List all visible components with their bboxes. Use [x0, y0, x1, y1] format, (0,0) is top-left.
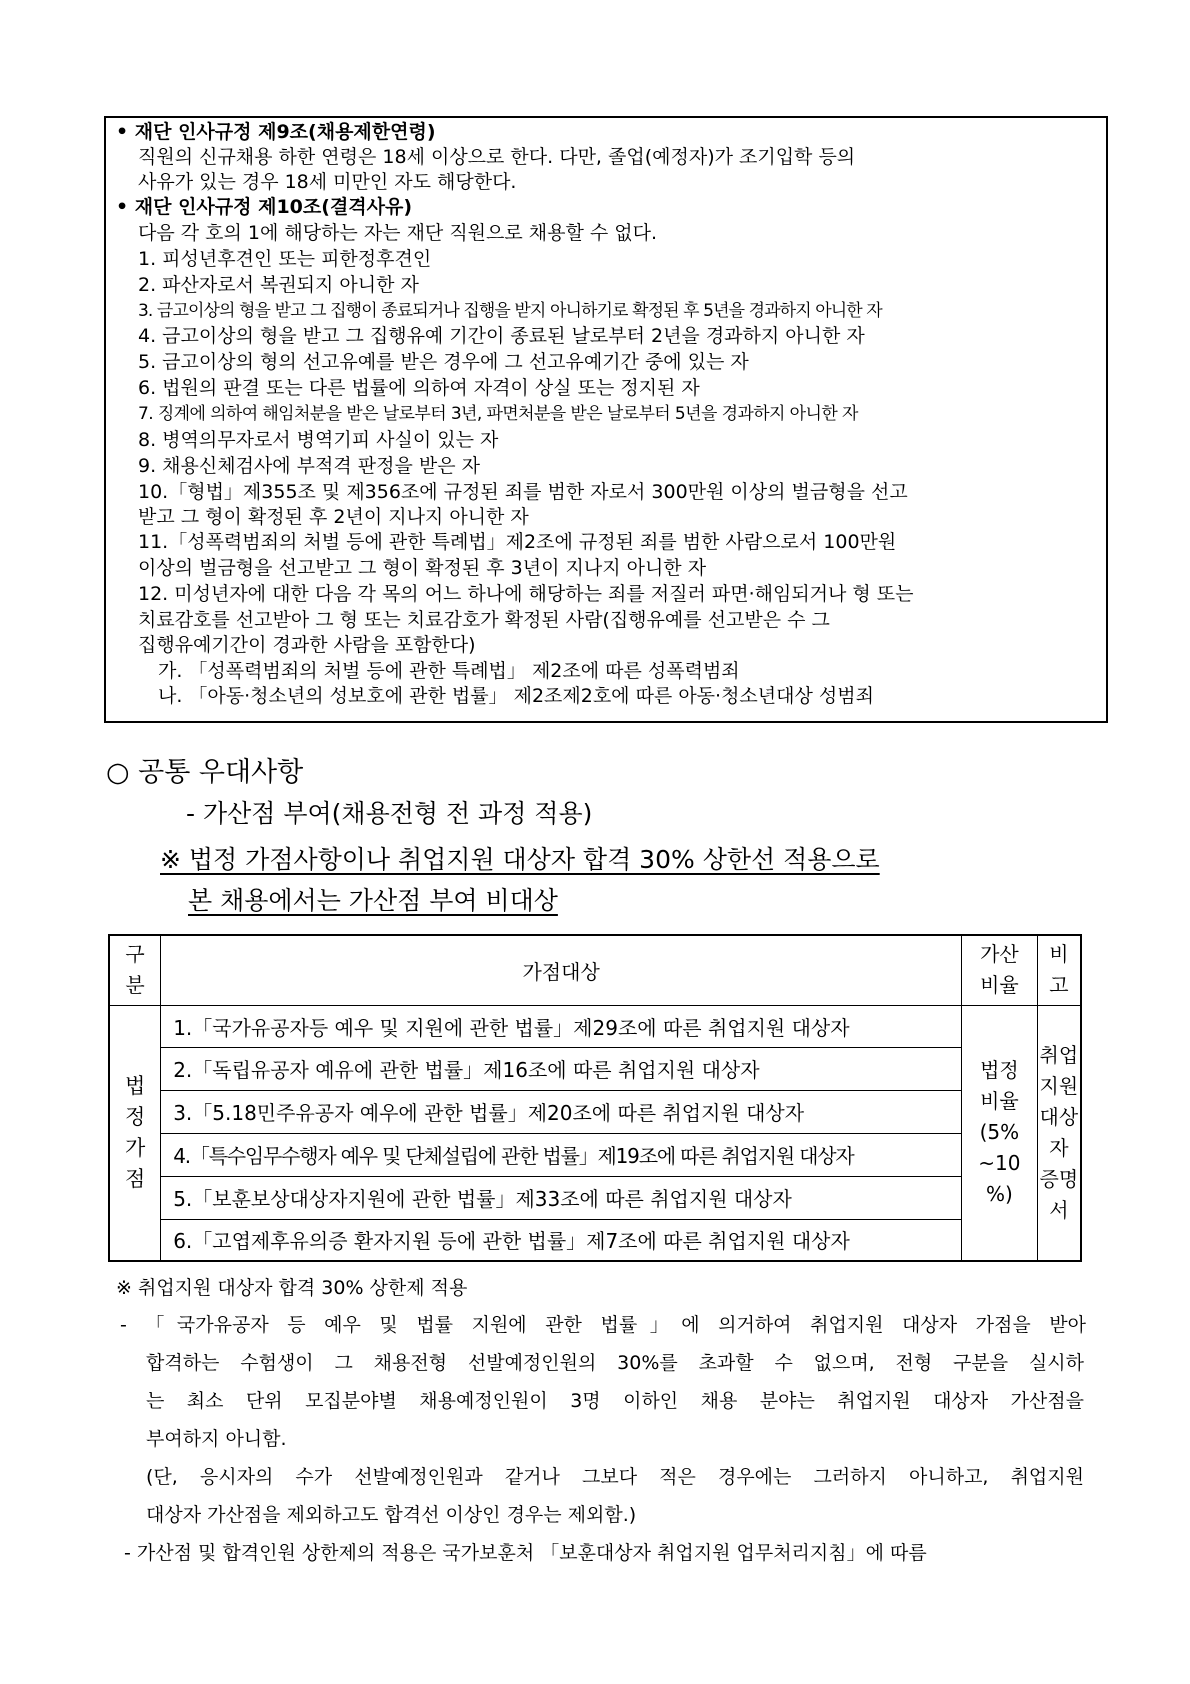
reg-heading-9: • 재단 인사규정 제9조(채용제한연령) [116, 121, 436, 143]
table-row: 4.「특수임무수행자 예우 및 단체설립에 관한 법률」제19조에 따른 취업지원 대상자 [161, 1133, 962, 1176]
header-category: 구 분 [109, 935, 161, 1005]
footer-p1-line: 부여하지 아니함. [146, 1428, 287, 1450]
reg-item: 4. 금고이상의 형을 받고 그 집행유예 기간이 종료된 날로부터 2년을 경과하지 아니한 자 [138, 325, 865, 347]
rate-cell: 법정 비율 (5% ~10 %) [962, 1005, 1038, 1261]
regulation-box [104, 116, 1108, 723]
footer-p2-line: (단, 응시자의 수가 선발예정인원과 같거나 그보다 적은 경우에는 그러하지 아니하고, 취업지원 [146, 1466, 1084, 1488]
table-row: 5.「보훈보상대상자지원에 관한 법률」제33조에 따른 취업지원 대상자 [161, 1176, 962, 1219]
reg-item: 집행유예기간이 경과한 사람을 포함한다) [138, 634, 476, 656]
section-heading: ○ 공통 우대사항 [106, 757, 304, 788]
header-target: 가점대상 [161, 935, 962, 1005]
header-remark: 비 고 [1037, 935, 1081, 1005]
reg-item: 8. 병역의무자로서 병역기피 사실이 있는 자 [138, 429, 499, 451]
group-label: 법 정 가 점 [109, 1005, 161, 1261]
reg-heading-10: • 재단 인사규정 제10조(결격사유) [116, 196, 413, 218]
reg-item: 12. 미성년자에 대한 다음 각 목의 어느 하나에 해당하는 죄를 저질러 파면·해임되거나 형 또는 [138, 583, 914, 605]
reg-item: 2. 파산자로서 복권되지 아니한 자 [138, 274, 419, 296]
reg-item: 3. 금고이상의 형을 받고 그 집행이 종료되거나 집행을 받지 아니하기로 확정된 후 5년을 경과하지 아니한 자 [138, 301, 882, 321]
bonus-points-table [108, 934, 1082, 1262]
footer-p1-line: 는 최소 단위 모집분야별 채용예정인원이 3명 이하인 채용 분야는 취업지원 대상자 가산점을 [146, 1390, 1084, 1412]
reg-subitem: 가. 「성폭력범죄의 처벌 등에 관한 특례법」 제2조에 따른 성폭력범죄 [158, 660, 740, 682]
reg-item: 11.「성폭력범죄의 처벌 등에 관한 특례법」제2조에 규정된 죄를 범한 사람으로서 100만원 [138, 531, 897, 553]
table-row: 3.「5.18민주유공자 예우에 관한 법률」제20조에 따른 취업지원 대상자 [161, 1090, 962, 1133]
section-note-line2: 본 채용에서는 가산점 부여 비대상 [188, 886, 558, 915]
reg-line: 사유가 있는 경우 18세 미만인 자도 해당한다. [138, 171, 517, 193]
reg-item: 10.「형법」제355조 및 제356조에 규정된 죄를 범한 자로서 300만원 이상의 벌금형을 선고 [138, 481, 908, 503]
remark-cell: 취업 지원 대상 자 증명 서 [1037, 1005, 1081, 1261]
section-subheading: - 가산점 부여(채용전형 전 과정 적용) [186, 799, 593, 828]
reg-item: 받고 그 형이 확정된 후 2년이 지나지 아니한 자 [138, 506, 529, 528]
section-note-line1: ※ 법정 가점사항이나 취업지원 대상자 합격 30% 상한선 적용으로 [160, 845, 880, 874]
footer-p1-line: - 「국가유공자 등 예우 및 법률 지원에 관한 법률」에 의거하여 취업지원 대상자 가점을 받아 [120, 1314, 1086, 1336]
footer-p1-line: 합격하는 수험생이 그 채용전형 선발예정인원의 30%를 초과할 수 없으며, 전형 구분을 실시하 [146, 1352, 1084, 1374]
reg-line: 직원의 신규채용 하한 연령은 18세 이상으로 한다. 다만, 졸업(예정자)가 조기입학 등의 [138, 146, 856, 168]
table-row: 1.「국가유공자등 예우 및 지원에 관한 법률」제29조에 따른 취업지원 대상자 [161, 1005, 962, 1047]
header-rate: 가산 비율 [962, 935, 1038, 1005]
footer-p2-line: 대상자 가산점을 제외하고도 합격선 이상인 경우는 제외함.) [146, 1504, 637, 1526]
reg-item: 5. 금고이상의 형의 선고유예를 받은 경우에 그 선고유예기간 중에 있는 자 [138, 351, 749, 373]
footer-p3: - 가산점 및 합격인원 상한제의 적용은 국가보훈처 「보훈대상자 취업지원 업무처리지침」에 따름 [124, 1542, 927, 1564]
table-row: 2.「독립유공자 예유에 관한 법률」제16조에 따른 취업지원 대상자 [161, 1047, 962, 1090]
reg-item: 치료감호를 선고받아 그 형 또는 치료감호가 확정된 사람(집행유예를 선고받은 수 그 [138, 609, 830, 631]
reg-item: 이상의 벌금형을 선고받고 그 형이 확정된 후 3년이 지나지 아니한 자 [138, 557, 707, 579]
reg-line: 다음 각 호의 1에 해당하는 자는 재단 직원으로 채용할 수 없다. [138, 222, 658, 244]
reg-item: 1. 피성년후견인 또는 피한정후견인 [138, 248, 432, 270]
reg-item: 9. 채용신체검사에 부적격 판정을 받은 자 [138, 455, 480, 477]
reg-item: 7. 징계에 의하여 해임처분을 받은 날로부터 3년, 파면처분을 받은 날로부터 5년을 경과하지 아니한 자 [138, 404, 858, 424]
footer-note: ※ 취업지원 대상자 합격 30% 상한제 적용 [116, 1277, 468, 1299]
reg-subitem: 나. 「아동·청소년의 성보호에 관한 법률」 제2조제2호에 따른 아동·청소년대상 성범죄 [158, 685, 874, 707]
reg-item: 6. 법원의 판결 또는 다른 법률에 의하여 자격이 상실 또는 정지된 자 [138, 377, 700, 399]
table-row: 6.「고엽제후유의증 환자지원 등에 관한 법률」제7조에 따른 취업지원 대상자 [161, 1219, 962, 1261]
